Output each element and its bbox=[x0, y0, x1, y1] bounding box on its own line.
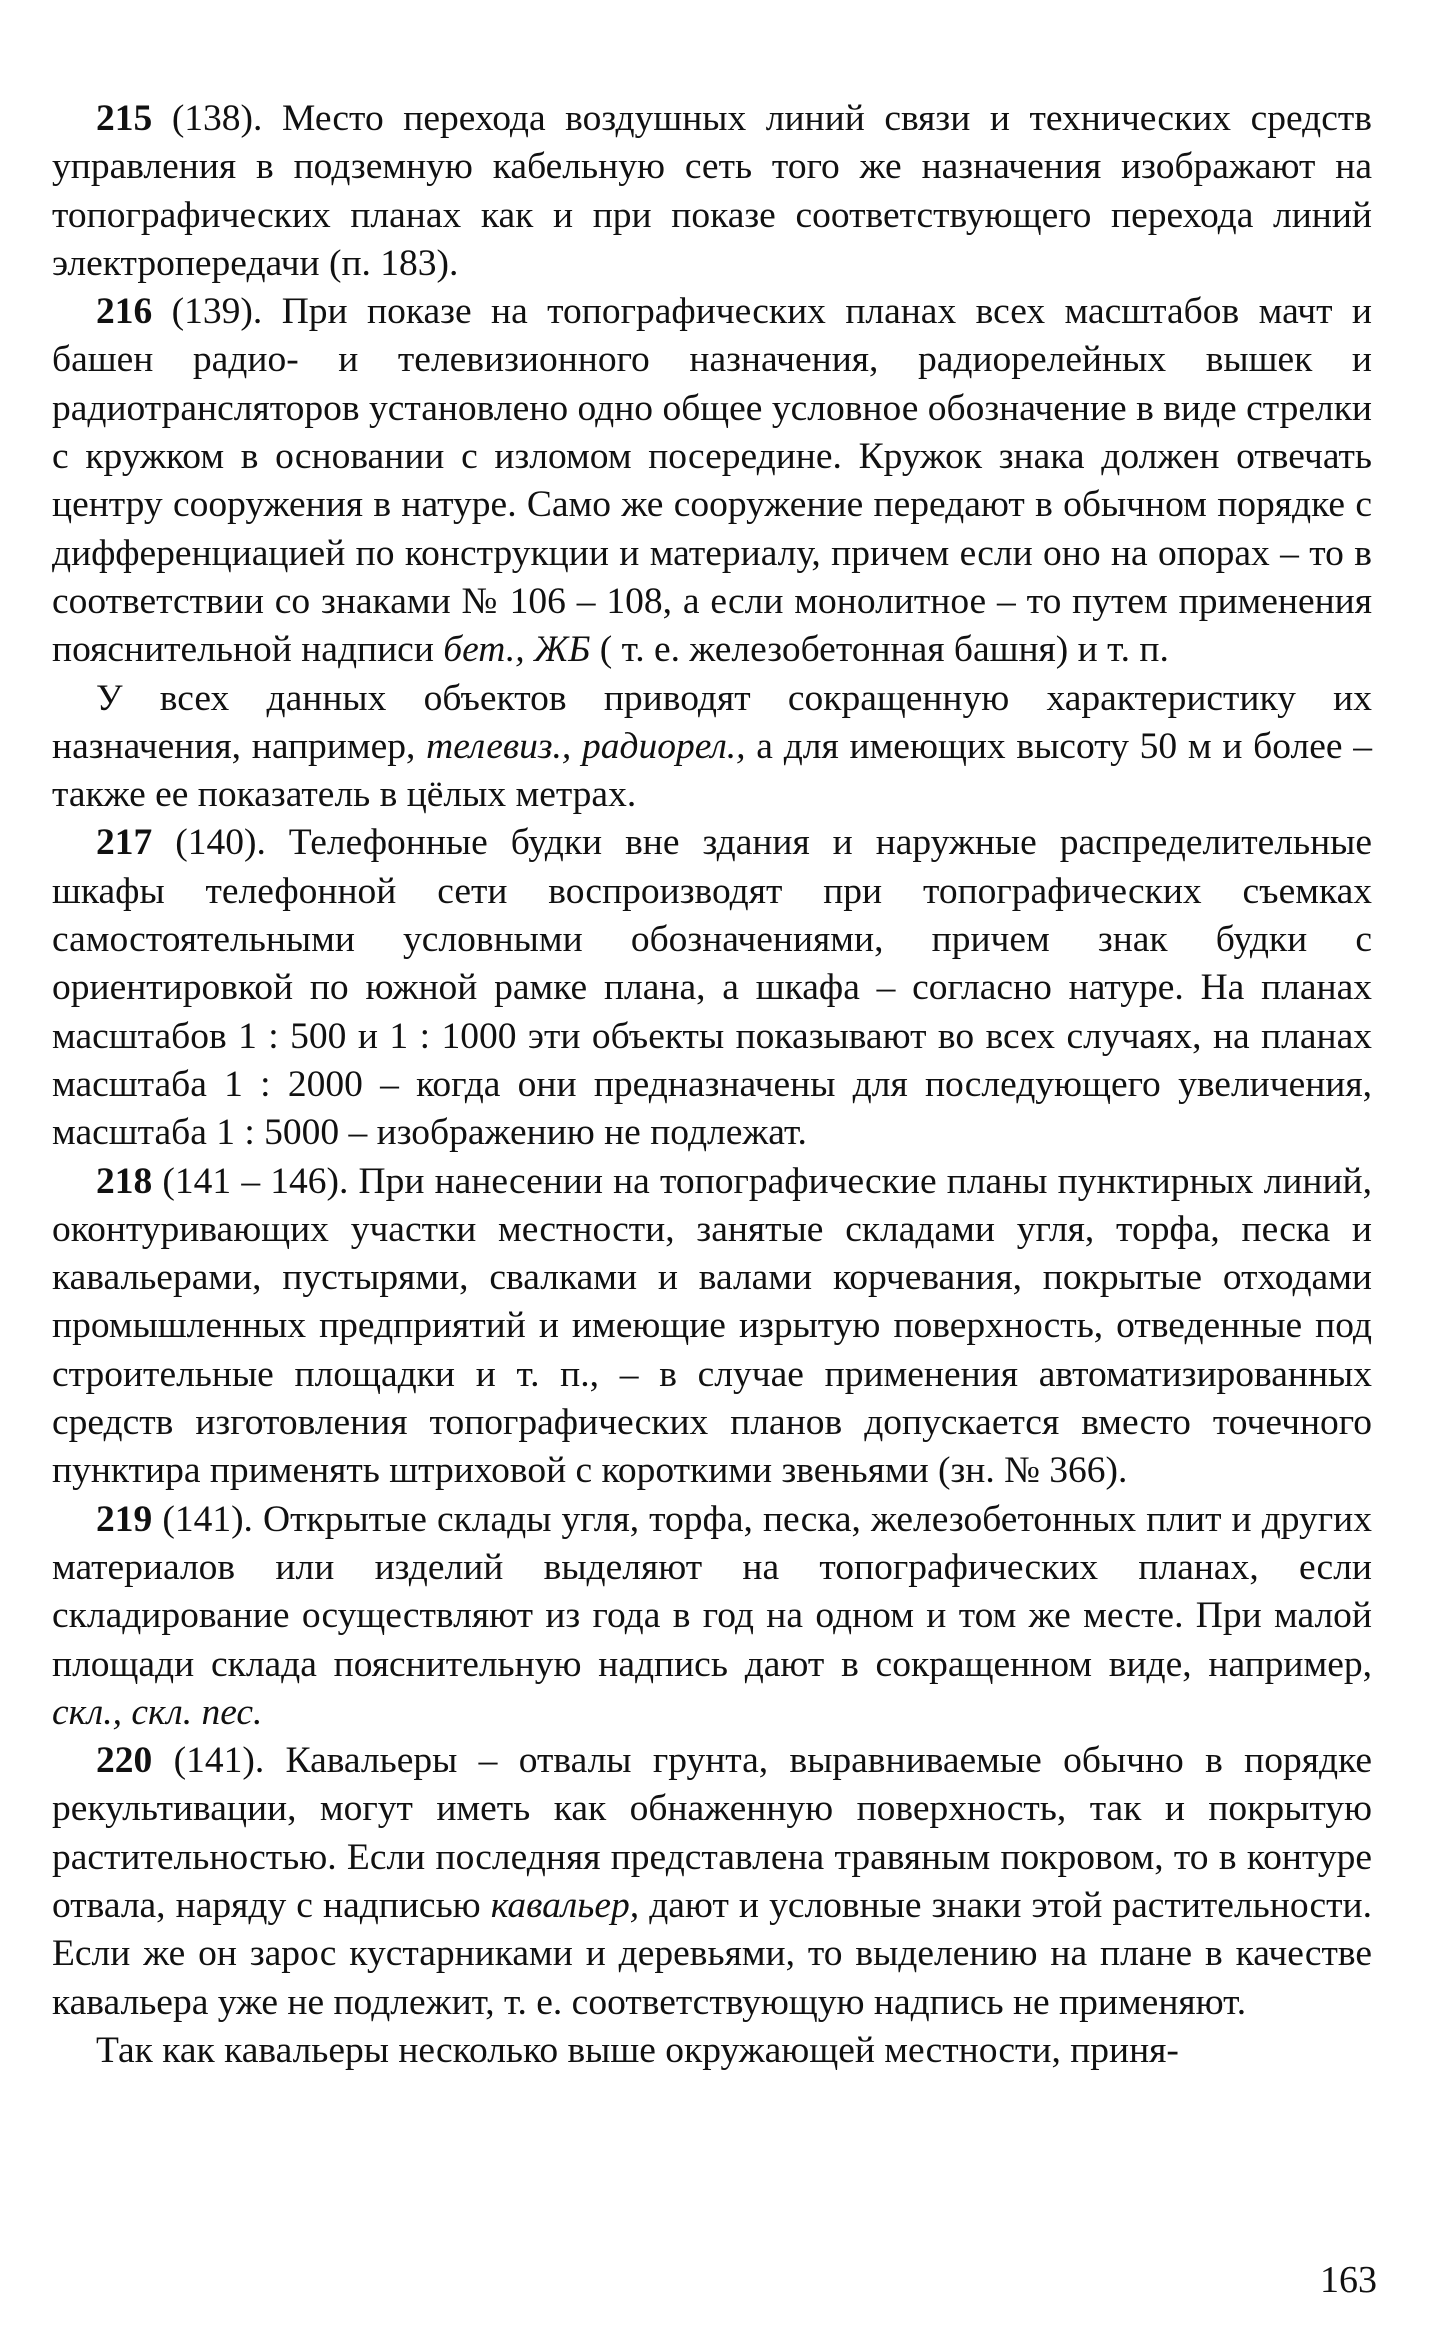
paragraph-text: дают и условные знаки этой растительности. Если же он зарос кустарниками и деревьями, то выделению на плане в качестве кавальера уже не подлежит, т. е. соответствующую надпись не применяют. bbox=[52, 1884, 1372, 2023]
paragraph-218 bbox=[52, 1158, 1372, 1496]
page-number: 163 bbox=[1320, 2259, 1377, 2301]
paragraph-text: ( т. е. железобетонная башня) и т. п. bbox=[590, 629, 1169, 671]
paragraph-text: (139). При показе на топографических планах всех масштабов мачт и башен радио- и телевизионного назначения, радиорелейных вышек и радиотрансляторов установлено одно общее условное обозначение в виде стрелки с кружком в основании с изломом посередине. Кружок знака должен отвечать центру сооружения в натуре. Само же сооружение передают в обычном порядке с дифференциацией по конструкции и материалу, причем если оно на опорах – то в соответствии со знаками № 106 – 108, а если монолитное – то путем применения пояснительной надписи bbox=[52, 291, 1372, 671]
paragraph-text: У всех данных объектов приводят сокращенную характеристику их назначения, например, bbox=[52, 677, 1372, 767]
paragraph-objects-note bbox=[52, 675, 1372, 820]
italic-text: бет., ЖБ bbox=[443, 629, 591, 671]
item-number: 218 bbox=[96, 1160, 153, 1202]
paragraph-text: Так как кавальеры несколько выше окружающей местности, приня- bbox=[96, 2029, 1179, 2071]
page-body bbox=[52, 95, 1372, 2075]
paragraph-text: (141). Кавальеры – отвалы грунта, выравниваемые обычно в порядке рекультивации, могут иметь как обнаженную поверхность, так и покрытую растительностью. Если последняя представлена травяным покровом, то в контуре отвала, наряду с надписью bbox=[52, 1740, 1372, 1926]
paragraph-text: (141 – 146). При нанесении на топографические планы пунктирных линий, оконтуривающих участки местности, занятые складами угля, торфа, песка и кавальерами, пустырями, свалками и валами корчевания, покрытые отходами промышленных предприятий и имеющие изрытую поверхность, отведенные под строительные площадки и т. п., – в случае применения автоматизированных средств изготовления топографических планов допускается вместо точечного пунктира применять штриховой с короткими звеньями (зн. № 366). bbox=[52, 1160, 1372, 1492]
item-number: 216 bbox=[96, 291, 153, 333]
italic-text: телевиз., радиорел., bbox=[426, 725, 746, 767]
paragraph-215 bbox=[52, 95, 1372, 288]
paragraph-216 bbox=[52, 288, 1372, 674]
paragraph-text: (140). Телефонные будки вне здания и наружные распределительные шкафы телефонной сети воспроизводят при топографических съемках самостоятельными условными обозначениями, причем знак будки с ориентировкой по южной рамке плана, а шкафа – согласно натуре. На планах масштабов 1 : 500 и 1 : 1000 эти объекты показывают во всех случаях, на планах масштаба 1 : 2000 – когда они предназначены для последующего увеличения, масштаба 1 : 5000 – изображению не подлежат. bbox=[52, 822, 1372, 1154]
paragraph-text: (138). Место перехода воздушных линий связи и технических средств управления в подземную кабельную сеть того же назначения изображают на топографических планах как и при показе соответствующего перехода линий электропередачи (п. 183). bbox=[52, 98, 1372, 284]
italic-text: кавальер, bbox=[490, 1884, 640, 1926]
paragraph-continuation bbox=[52, 2027, 1372, 2075]
item-number: 219 bbox=[96, 1498, 153, 1540]
paragraph-text: (141). Открытые склады угля, торфа, песка, железобетонных плит и других материалов или изделий выделяют на топографических планах, если складирование осуществляют из года в год на одном и том же месте. При малой площади склада пояснительную надпись дают в сокращенном виде, например, bbox=[52, 1498, 1372, 1685]
italic-text: скл., скл. пес. bbox=[52, 1691, 263, 1733]
item-number: 217 bbox=[96, 822, 153, 864]
item-number: 215 bbox=[96, 98, 153, 139]
paragraph-220 bbox=[52, 1737, 1372, 2027]
paragraph-219 bbox=[52, 1496, 1372, 1737]
item-number: 220 bbox=[96, 1740, 153, 1782]
paragraph-217 bbox=[52, 819, 1372, 1157]
paragraph-text: а для имеющих высоту 50 м и более – также ее показатель в цёлых метрах. bbox=[52, 725, 1373, 816]
